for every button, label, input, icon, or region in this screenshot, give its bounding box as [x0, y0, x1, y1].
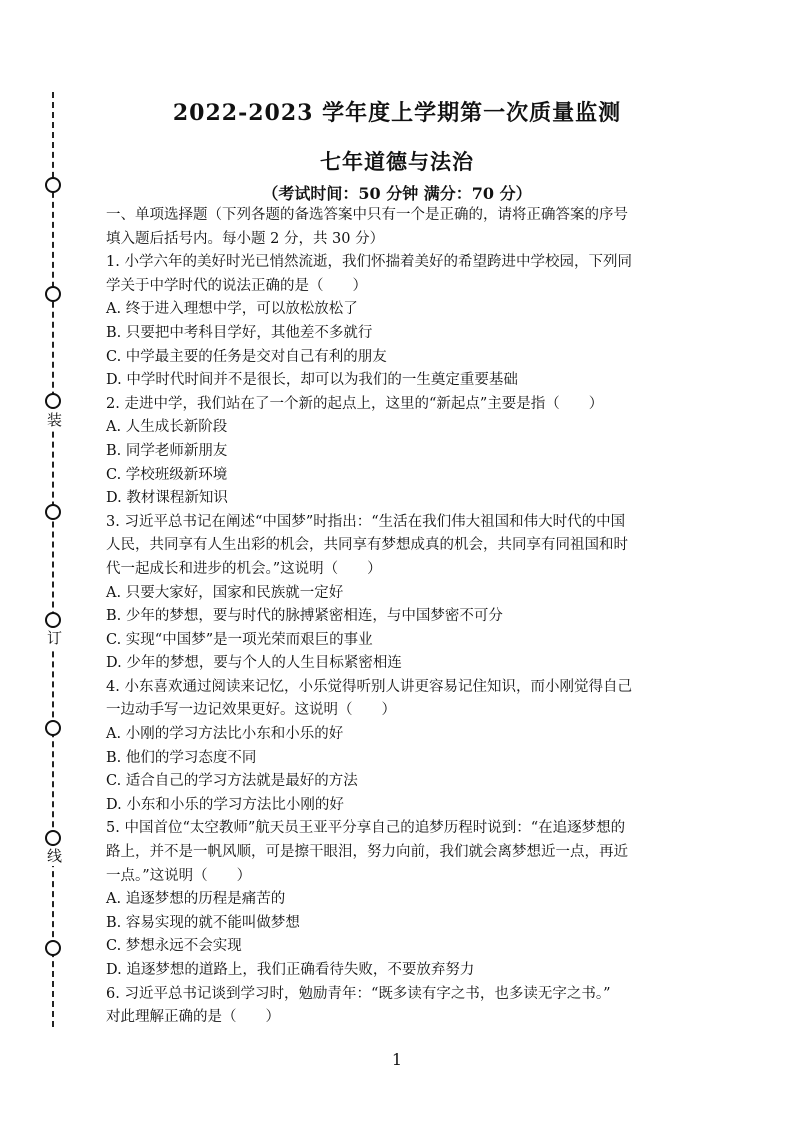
binding-hole-icon [45, 830, 61, 846]
question-1-option-b: B. 只要把中考科目学好，其他差不多就行 [106, 324, 373, 341]
binding-hole-icon [45, 286, 61, 302]
question-5-stem-cont: 一点。”这说明（ ） [106, 867, 252, 884]
binding-hole-icon [45, 612, 61, 628]
exam-subtitle: 七年道德与法治 [320, 149, 474, 174]
question-2-option-d: D. 教材课程新知识 [106, 490, 228, 507]
question-5-option-c: C. 梦想永远不会实现 [106, 938, 242, 955]
question-1-stem-cont: 学关于中学时代的说法正确的是（ ） [106, 277, 367, 294]
binding-margin-line [52, 92, 54, 1027]
question-3-option-a: A. 只要大家好，国家和民族就一定好 [106, 584, 344, 601]
question-3-option-d: D. 少年的梦想，要与个人的人生目标紧密相连 [106, 655, 402, 672]
question-1-option-d: D. 中学时代时间并不是很长，却可以为我们的一生奠定重要基础 [106, 372, 518, 389]
question-5-option-b: B. 容易实现的就不能叫做梦想 [106, 914, 300, 931]
page-number: 1 [391, 1050, 403, 1069]
question-5-stem: 5. 中国首位“太空教师”航天员王亚平分享自己的追梦历程时说到：“在追逐梦想的 [106, 820, 626, 837]
question-2-option-b: B. 同学老师新朋友 [106, 442, 228, 459]
question-3-option-b: B. 少年的梦想，要与时代的脉搏紧密相连，与中国梦密不可分 [106, 608, 503, 625]
question-4-option-b: B. 他们的学习态度不同 [106, 749, 257, 766]
binding-char-ding: 订 [47, 629, 63, 647]
section-heading-cont: 填入题后括号内。每小题 2 分，共 30 分） [106, 230, 385, 247]
binding-hole-icon [45, 720, 61, 736]
question-1-stem: 1. 小学六年的美好时光已悄然流逝，我们怀揣着美好的希望跨进中学校园，下列同 [106, 254, 632, 271]
question-2-option-a: A. 人生成长新阶段 [106, 419, 228, 436]
question-1-option-c: C. 中学最主要的任务是交对自己有利的朋友 [106, 348, 387, 365]
exam-info: （考试时间：50 分钟 满分：70 分） [262, 184, 532, 203]
binding-hole-icon [45, 504, 61, 520]
question-2-stem: 2. 走进中学，我们站在了一个新的起点上，这里的“新起点”主要是指（ ） [106, 395, 604, 412]
question-4-stem-cont: 一边动手写一边记效果更好。这说明（ ） [106, 702, 396, 719]
question-5-stem-cont: 路上，并不是一帆风顺，可是擦干眼泪，努力向前，我们就会离梦想近一点，再近 [106, 844, 628, 861]
question-4-option-a: A. 小刚的学习方法比小东和小乐的好 [106, 726, 344, 743]
question-5-option-a: A. 追逐梦想的历程是痛苦的 [106, 891, 286, 908]
question-6-stem-cont: 对此理解正确的是（ ） [106, 1009, 280, 1026]
question-1-option-a: A. 终于进入理想中学，可以放松放松了 [106, 301, 358, 318]
question-3-stem-cont: 人民，共同享有人生出彩的机会，共同享有梦想成真的机会，共同享有同祖国和时 [106, 537, 628, 554]
binding-char-zhuang: 装 [47, 411, 63, 429]
question-5-option-d: D. 追逐梦想的道路上，我们正确看待失败，不要放弃努力 [106, 962, 475, 978]
question-3-stem: 3. 习近平总书记在阐述“中国梦”时指出：“生活在我们伟大祖国和伟大时代的中国 [106, 513, 626, 530]
question-4-option-d: D. 小东和小乐的学习方法比小刚的好 [106, 796, 344, 813]
question-3-stem-cont: 代一起成长和进步的机会。”这说明（ ） [106, 560, 382, 577]
binding-char-xian: 线 [47, 847, 63, 865]
exam-title: 2022-2023 学年度上学期第一次质量监测 [172, 100, 622, 126]
question-2-option-c: C. 学校班级新环境 [106, 466, 228, 483]
question-content [106, 204, 666, 1030]
binding-hole-icon [45, 393, 61, 409]
binding-hole-icon [45, 940, 61, 956]
question-6-stem: 6. 习近平总书记谈到学习时，勉励青年：“既多读有字之书，也多读无字之书。” [106, 985, 611, 1002]
question-4-option-c: C. 适合自己的学习方法就是最好的方法 [106, 773, 358, 790]
question-3-option-c: C. 实现“中国梦”是一项光荣而艰巨的事业 [106, 631, 373, 648]
section-heading: 一、单项选择题（下列各题的备选答案中只有一个是正确的，请将正确答案的序号 [106, 207, 628, 223]
question-4-stem: 4. 小东喜欢通过阅读来记忆，小乐觉得听别人讲更容易记住知识，而小刚觉得自己 [106, 678, 632, 695]
